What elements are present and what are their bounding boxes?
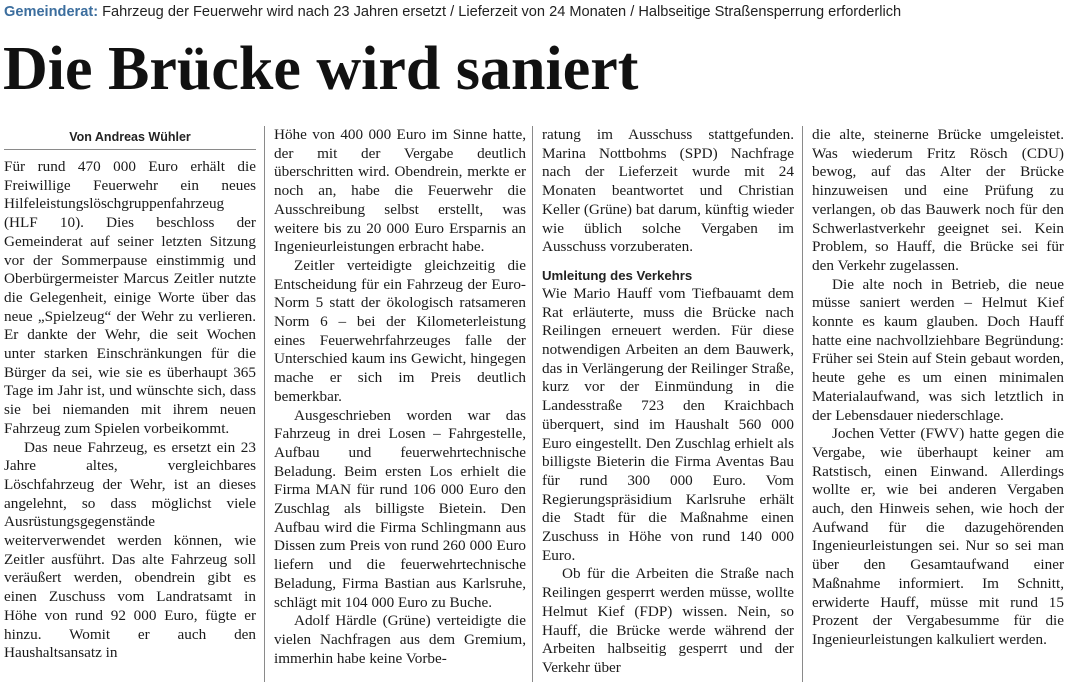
paragraph: die alte, steinerne Brücke umgeleistet. Was wiederum Fritz Rösch (CDU) bewog, auf das Alter der Brücke hinzuweisen und eine Prüfung zu verlangen, ob das Bauwerk noch für den Schwerlastverkehr geeignet sei. Kein Problem, so Hauff, die Brücke sei für den Verkehr zugelassen. [812,126,1064,274]
column-divider [802,126,803,682]
paragraph: Ob für die Arbeiten die Straße nach Reilingen gesperrt werden müsse, wollte Helmut Kief (FDP) wissen. Nein, so Hauff, die Brücke werde während der Arbeiten halbseitig gesperrt und der Verkehr über [542,565,794,676]
paragraph: Für rund 470 000 Euro erhält die Freiwillige Feuerwehr ein neues Hilfeleistungslöschgruppenfahrzeug (HLF 10). Dies beschloss der Gemeinderat auf seiner letzten Sitzung vor der Sommerpause einstimmig und Oberbürgermeister Marcus Zeitler nutzte die Gelegenheit, einige Worte über das neue „Spielzeug“ der Wehr zu verlieren. Er dankte der Wehr, die seit Wochen unter starken Einschränkungen für die Bürger da sei, wie sie es überhaupt 365 Tage im Jahr ist, und wünschte sich, dass sie bei niemanden mit ihrem neuen Fahrzeug zum Spielen vorbeikommt. [4,158,256,437]
column-2 [274,126,526,668]
paragraph: Das neue Fahrzeug, es ersetzt ein 23 Jahre altes, vergleichbares Löschfahrzeug der Wehr, ist an dieses angelehnt, so dass möglichst viele Ausrüstungsgegenstände weiterverwendet werden können, wie Zeitler ausführt. Das alte Fahrzeug soll veräußert werden, obendrein gibt es einen Zuschuss vom Landratsamt in Höhe von rund 92 000 Euro, fügte er hinzu. Womit er auch den Haushaltsansatz in [4,438,256,662]
column-4 [812,126,1064,650]
paragraph: Höhe von 400 000 Euro im Sinne hatte, der mit der Vergabe deutlich überschritten wird. Obendrein, merkte er noch an, habe die Feuerwehr die Ausschreibung selbst erstellt, was weitere bis zu 20 000 Euro Ersparnis an Ingenieurleistungen erbracht habe. [274,126,526,256]
kicker-text: Fahrzeug der Feuerwehr wird nach 23 Jahren ersetzt / Lieferzeit von 24 Monaten / Halbseitige Straßensperrung erforderlich [102,4,902,20]
paragraph: Jochen Vetter (FWV) hatte gegen die Vergabe, wie überhaupt keiner am Ratstisch, einen Einwand. Allerdings wollte er, wie bei anderen Vergaben auch, den Hinweis sehen, wie hoch der Aufwand für die dazugehörenden Ingenieurleistungen sei. Nur so sei man über den Gesamtaufwand einer Maßnahme informiert. Im Schnitt, erwiderte Hauff, müsse mit rund 15 Prozent der Vergabesumme für die Ingenieurleistungen kalkuliert werden. [812,425,1064,648]
paragraph: Zeitler verteidigte gleichzeitig die Entscheidung für ein Fahrzeug der Euro-Norm 5 statt der ökologisch ratsameren Norm 6 – bei der Kilometerleistung eines Feuerwehrfahrzeuges falle der Unterschied kaum ins Gewicht, hingegen mache er sich im Preis deutlich bemerkbar. [274,256,526,405]
paragraph: ratung im Ausschuss stattgefunden. Marina Nottbohms (SPD) Nachfrage nach der Lieferzeit wurde mit 24 Monaten beantwortet und Christian Keller (Grüne) bat darum, künftig wieder wie üblich solche Vergaben im Ausschuss vorzuberaten. [542,126,794,256]
paragraph: Adolf Härdle (Grüne) verteidigte die vielen Nachfragen aus dem Gremium, immerhin habe keine Vorbe- [274,612,526,667]
paragraph: Die alte noch in Betrieb, die neue müsse saniert werden – Helmut Kief konnte es kaum glauben. Doch Hauff hatte eine nachvollziehbare Begründung: Früher sei Stein auf Stein gebaut worden, heute gehe es um einen minimalen Materialaufwand, was sich letztlich in der Lebensdauer niederschlage. [812,275,1064,424]
column-divider [264,126,265,682]
paragraph: Ausgeschrieben worden war das Fahrzeug in drei Losen – Fahrgestelle, Aufbau und feuerwehrtechnische Beladung. Beim ersten Los erhielt die Firma MAN für rund 106 000 Euro den Zuschlag als billigste Bietein. Den Aufbau wird die Firma Schlingmann aus Dissen zum Preis von rund 260 000 Euro liefern und die feuerwehrtechnische Beladung, Firma Bastian aus Karlsruhe, schlägt mit 104 000 Euro zu Buche. [274,406,526,611]
byline-divider [4,149,256,150]
kicker-label: Gemeinderat: [4,4,99,20]
article-body [0,126,1068,682]
paragraph: Wie Mario Hauff vom Tiefbauamt dem Rat erläuterte, muss die Brücke nach Reilingen erneuert werden. Für diese notwendigen Arbeiten an dem Bauwerk, das in Verlängerung der Reilinger Straße, kurz vor der Einmündung in die Landesstraße 723 den Kraichbach überquert, sind im Haushalt 560 000 Euro eingestellt. Den Zuschlag erhielt als billigste Bieterin die Firma Aventas Bau für rund 300 000 Euro. Vom Regierungspräsidium Karlsruhe erhält die Stadt für die Maßnahme einen Zuschuss in Höhe von rund 140 000 Euro. [542,284,794,564]
column-3 [542,126,794,678]
column-divider [532,126,533,682]
kicker-line [4,2,1066,22]
subheading: Umleitung des Verkehrs [542,267,693,283]
byline: Von Andreas Wühler [69,130,191,144]
column-1 [4,126,256,663]
headline: Die Brücke wird saniert [3,35,639,103]
